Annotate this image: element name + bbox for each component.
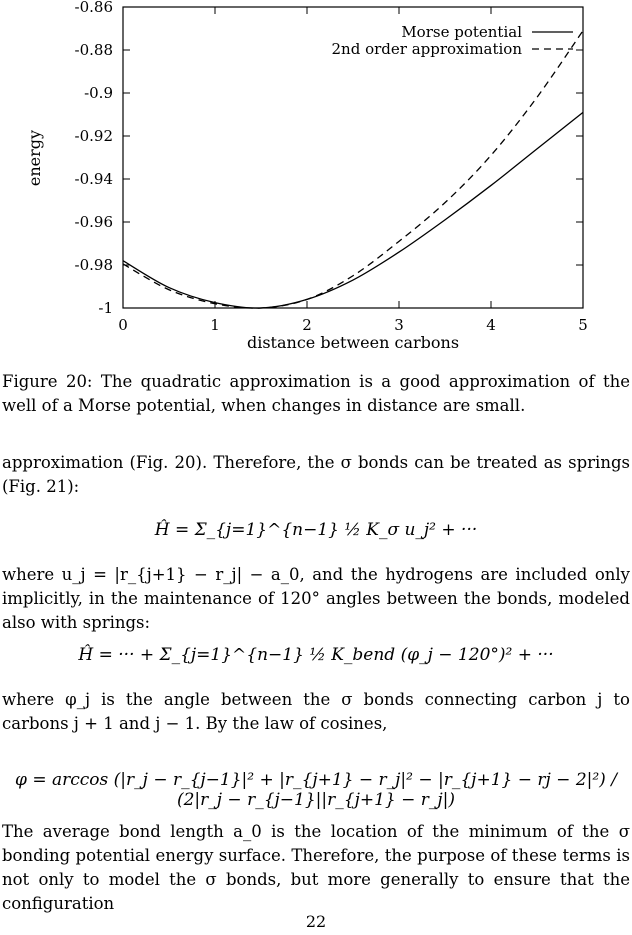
y-tick-label: -0.92: [74, 127, 113, 145]
equation-hamiltonian-bend: Ĥ = ··· + Σ_{j=1}^{n−1} ½ K_bend (φ_j − 120°)² + ···: [78, 645, 554, 665]
y-tick-label: -0.88: [74, 41, 113, 59]
figure-caption: Figure 20: The quadratic approximation is a good approximation of the well of a Morse potential, when changes in distance are small.: [2, 372, 630, 415]
legend: [332, 23, 573, 58]
x-tick-label: 3: [394, 316, 404, 334]
paragraph-2: where u_j = |r_{j+1} − r_j| − a_0, and the hydrogens are included only implicitly, in the maintenance of 120° angles between the bonds, modeled also with springs:: [2, 565, 630, 632]
paragraph-4: The average bond length a_0 is the location of the minimum of the σ bonding potential energy surface. Therefore, the purpose of these terms is not only to model the σ bonds, but more generally to ensure that the configuration: [2, 822, 630, 913]
y-axis-label: energy: [25, 129, 44, 187]
x-tick-label: 2: [302, 316, 312, 334]
series-line-morse: [123, 112, 583, 308]
y-tick-label: -0.94: [74, 170, 113, 188]
x-tick-label: 1: [210, 316, 220, 334]
page-number: 22: [305, 912, 327, 931]
paragraph-3: where φ_j is the angle between the σ bonds connecting carbon j to carbons j + 1 and j − 1. By the law of cosines,: [2, 690, 630, 733]
y-tick-label: -1: [98, 299, 113, 317]
morse-potential-chart: [0, 0, 632, 360]
equation-law-of-cosines: φ = arccos (|r_j − r_{j−1}|² + |r_{j+1} − r_j|² − |r_{j+1} − rj − 2|²) / (2|r_j − r_{j−1}||r_{j+1} − r_j|): [15, 770, 617, 810]
x-tick-label: 4: [486, 316, 496, 334]
legend-label: Morse potential: [401, 23, 522, 41]
series-lines: [123, 31, 583, 308]
y-tick-label: -0.96: [74, 213, 113, 231]
y-tick-label: -0.98: [74, 256, 113, 274]
equation-hamiltonian-sigma: Ĥ = Σ_{j=1}^{n−1} ½ K_σ u_j² + ···: [154, 520, 478, 540]
x-axis-label: distance between carbons: [246, 333, 460, 352]
y-tick-label: -0.9: [84, 84, 113, 102]
x-tick-label: 0: [118, 316, 128, 334]
legend-label: 2nd order approximation: [331, 40, 522, 58]
paragraph-1: approximation (Fig. 20). Therefore, the σ bonds can be treated as springs (Fig. 21):: [2, 453, 630, 496]
x-tick-label: 5: [578, 316, 588, 334]
series-line-approximation: [123, 31, 583, 308]
y-tick-label: -0.86: [74, 0, 113, 16]
